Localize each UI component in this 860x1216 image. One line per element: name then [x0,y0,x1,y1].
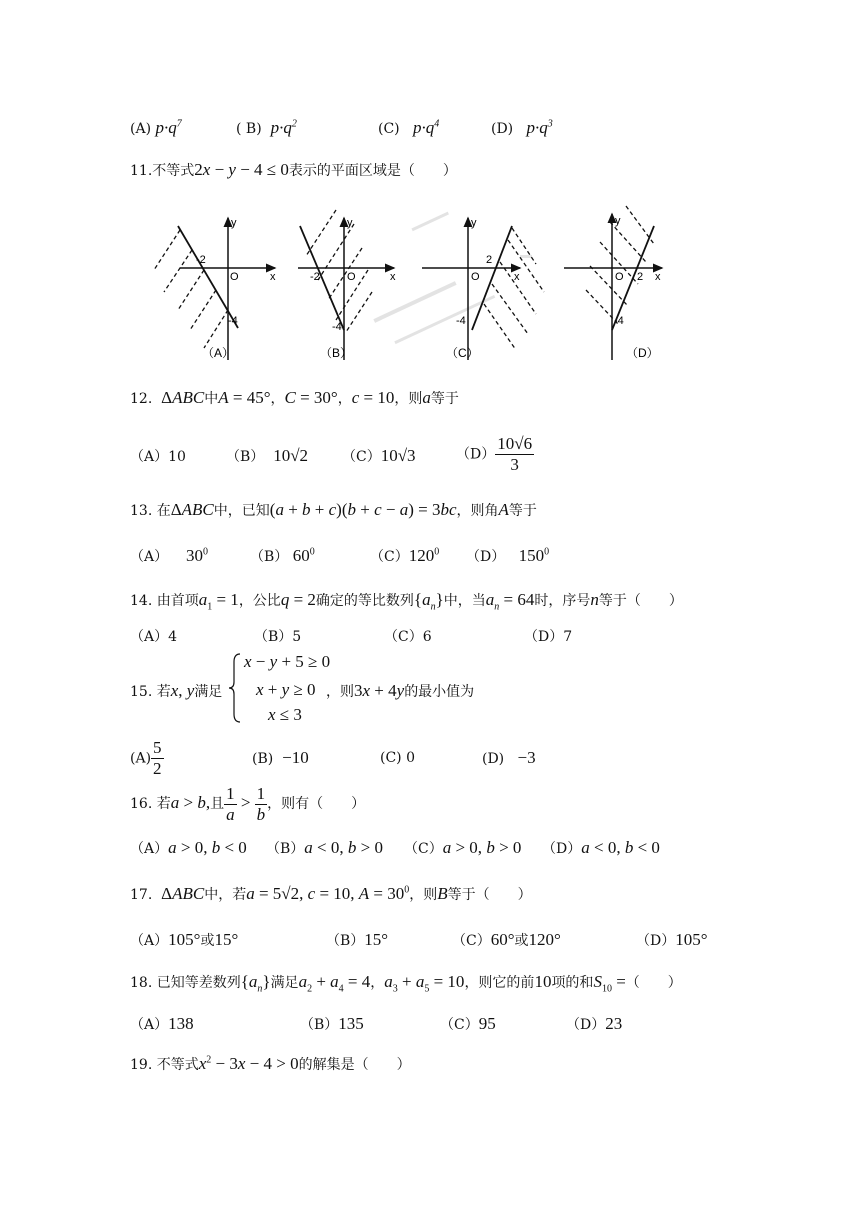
q15-brace [228,652,242,724]
q10-option-c: (C) $p\cdot q^4$ [378,118,440,137]
svg-text:-4: -4 [228,315,238,327]
q17-option-b: （B）15° [326,930,389,949]
q13-option-d: （D） $150^0$ [466,546,550,565]
q17-option-a: （A）105°或15° [130,930,239,949]
q19-stem: 19. 不等式$x^2 - 3x - 4 > 0$的解集是（ ） [130,1054,411,1073]
svg-text:2: 2 [486,254,493,266]
svg-text:O: O [615,271,624,283]
q16-option-c: （C）a > 0, b > 0 [404,838,522,857]
fig-b-label: （B） [320,346,353,360]
q14-option-c: （C）6 [384,629,432,645]
fig-c-label: （C） [446,346,479,360]
svg-text:2: 2 [637,271,644,283]
svg-text:y: y [471,217,477,229]
fig-a-label: （A） [202,346,235,360]
q12-option-b: （B） 10√2 [226,446,309,465]
q15-option-b: (B) −10 [252,748,309,767]
q18-option-b: （B）135 [300,1014,364,1033]
svg-text:y: y [231,217,237,229]
svg-text:x: x [390,271,396,283]
q12-option-c: （C）10√3 [342,446,416,465]
q15-stem-left: 15. 若x, y满足 [130,681,223,700]
svg-text:-4: -4 [456,315,466,327]
q10-option-b: ( B) $p\cdot q^2$ [236,118,297,137]
q15-option-c: (C) 0 [380,750,415,766]
svg-text:x: x [514,271,520,283]
q16-stem: 16. 若a > b,且 $\frac{1}{a}$ > $\frac{1}{b}$ ，则有（ ） [130,783,366,824]
q14-option-d: （D）7 [524,629,573,645]
svg-text:-4: -4 [614,315,624,327]
q15-constraint-2: x + y ≥ 0 [256,680,316,699]
q11-stem: 11.不等式2x − y − 4 ≤ 0表示的平面区域是（ ） [130,160,457,179]
q18-option-d: （D）23 [566,1014,623,1033]
q13-option-c: $(C)120^0$ [370,546,440,565]
q14-option-a: （A）4 [130,629,178,645]
svg-text:-2: -2 [310,271,320,283]
figure-a [154,217,276,360]
q15-option-d: (D) −3 [482,748,536,767]
svg-text:x: x [270,271,276,283]
q16-option-b: （B）a < 0, b > 0 [266,838,383,857]
q13-option-a: （A） $30^0$ [130,546,208,565]
q17-stem: 17. ΔABC中，若a = 5√2, c = 10, $A = 30^0$，则B等于（ ） [130,884,532,903]
svg-text:O: O [347,271,356,283]
q17-option-d: （D）105° [636,930,708,949]
q13-option-b: （B） $60^0$ [250,546,315,565]
q14-stem: 14. 由首项$a_1 = 1$，公比q = 2确定的等比数列$\{a_n\}$中，当$a_n = 64$时，序号n等于（ ） [130,590,683,613]
q15-constraint-1: x − y + 5 ≥ 0 [244,652,331,671]
q15-constraint-3: x ≤ 3 [268,705,302,724]
q15-stem-right: ，则3x + 4y的最小值为 [326,681,475,700]
q15-option-a: (A) $\frac{5}{2}$ [130,738,162,778]
q16-option-a: （A）a > 0, b < 0 [130,838,247,857]
q14-option-b: （B）5 [254,629,302,645]
q16-option-d: （D）a < 0, b < 0 [542,838,660,857]
q13-stem: 13. 在ΔABC中，已知(a + b + c)(b + c − a) = 3bc，则角A等于 [130,500,537,519]
q12-stem: 12. ΔABC中A = 45°，C = 30°，c = 10，则a等于 [130,388,459,407]
fig-a-x-int: -2 [196,254,206,266]
svg-text:y: y [347,217,353,229]
svg-text:-4: -4 [332,321,342,333]
svg-text:y: y [615,215,621,227]
q18-option-c: （C）95 [440,1014,496,1033]
q12-option-d: （D） $\frac{10√6}{3}$ [456,434,533,474]
svg-text:x: x [655,271,661,283]
q18-stem: 18. 已知等差数列$\{a_n\}$满足$a_2 + a_4 = 4$，$a_3 + a_5 = 10$，则它的前10项的和$S_{10}$ =（ ） [130,972,682,995]
svg-text:O: O [230,271,239,283]
svg-text:O: O [471,271,480,283]
fig-d-label: （D） [626,346,659,360]
q10-option-a: (A) $p\cdot q^7$ [130,118,182,137]
figure-b [298,210,396,360]
q12-option-a: （A）10 [130,449,186,465]
q17-option-c: （C）60°或120° [452,930,561,949]
figure-d [564,206,662,360]
q10-option-d: (D) $p\cdot q^3$ [491,118,553,137]
q11-figures [140,200,700,370]
q18-option-a: （A）138 [130,1014,194,1033]
